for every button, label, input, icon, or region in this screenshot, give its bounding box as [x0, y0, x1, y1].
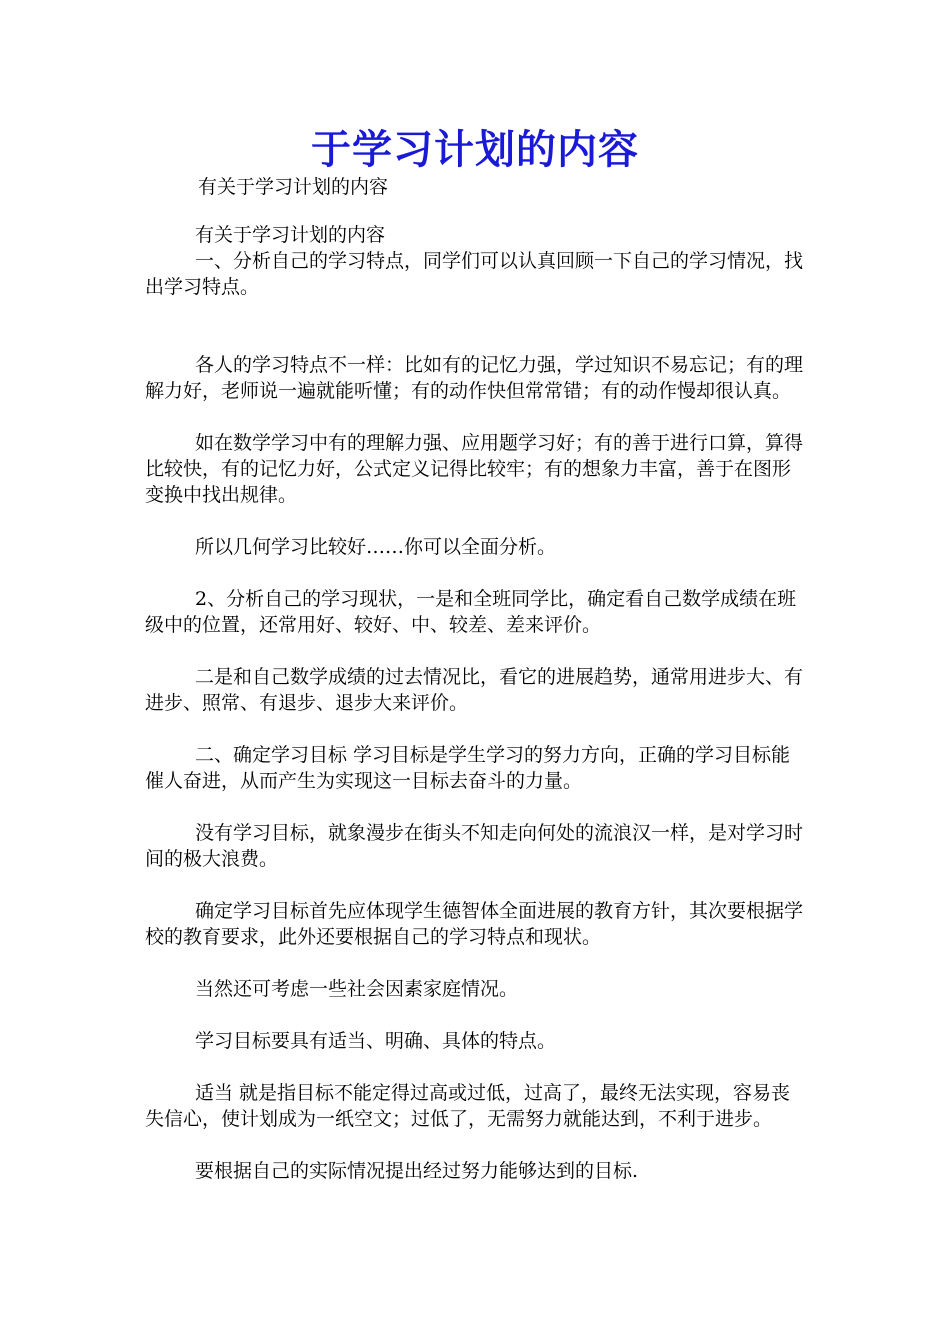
paragraph: 二是和自己数学成绩的过去情况比，看它的进展趋势，通常用进步大、有进步、照常、有退步、退步大来评价。	[145, 666, 804, 714]
paragraph: 一、分析自己的学习特点，同学们可以认真回顾一下自己的学习情况，找出学习特点。	[145, 250, 804, 298]
paragraph: 所以几何学习比较好……你可以全面分析。	[195, 536, 557, 558]
document-body	[145, 222, 809, 1184]
document-subtitle: 有关于学习计划的内容	[198, 176, 389, 198]
paragraph: 有关于学习计划的内容	[195, 224, 386, 246]
paragraph: 2、分析自己的学习现状，一是和全班同学比，确定看自己数学成绩在班级中的位置，还常用好、较好、中、较差、差来评价。	[145, 588, 797, 636]
document-title: 于学习计划的内容	[311, 127, 639, 173]
paragraph: 适当 就是指目标不能定得过高或过低，过高了，最终无法实现，容易丧失信心，使计划成为一纸空文；过低了，无需努力就能达到，不利于进步。	[145, 1082, 791, 1130]
paragraph: 如在数学学习中有的理解力强、应用题学习好；有的善于进行口算，算得比较快，有的记忆力好，公式定义记得比较牢；有的想象力丰富，善于在图形变换中找出规律。	[145, 432, 804, 506]
paragraph: 各人的学习特点不一样：比如有的记忆力强，学过知识不易忘记；有的理解力好，老师说一遍就能听懂；有的动作快但常常错；有的动作慢却很认真。	[145, 354, 804, 402]
paragraph: 学习目标要具有适当、明确、具体的特点。	[195, 1030, 557, 1052]
paragraph: 没有学习目标，就象漫步在街头不知走向何处的流浪汉一样，是对学习时间的极大浪费。	[145, 822, 804, 870]
paragraph: 要根据自己的实际情况提出经过努力能够达到的目标.	[195, 1160, 639, 1182]
paragraph: 二、确定学习目标 学习目标是学生学习的努力方向，正确的学习目标能催人奋进，从而产生为实现这一目标去奋斗的力量。	[145, 744, 791, 792]
paragraph: 当然还可考虑一些社会因素家庭情况。	[195, 978, 519, 1000]
paragraph: 确定学习目标首先应体现学生德智体全面进展的教育方针，其次要根据学校的教育要求，此外还要根据自己的学习特点和现状。	[145, 900, 804, 948]
